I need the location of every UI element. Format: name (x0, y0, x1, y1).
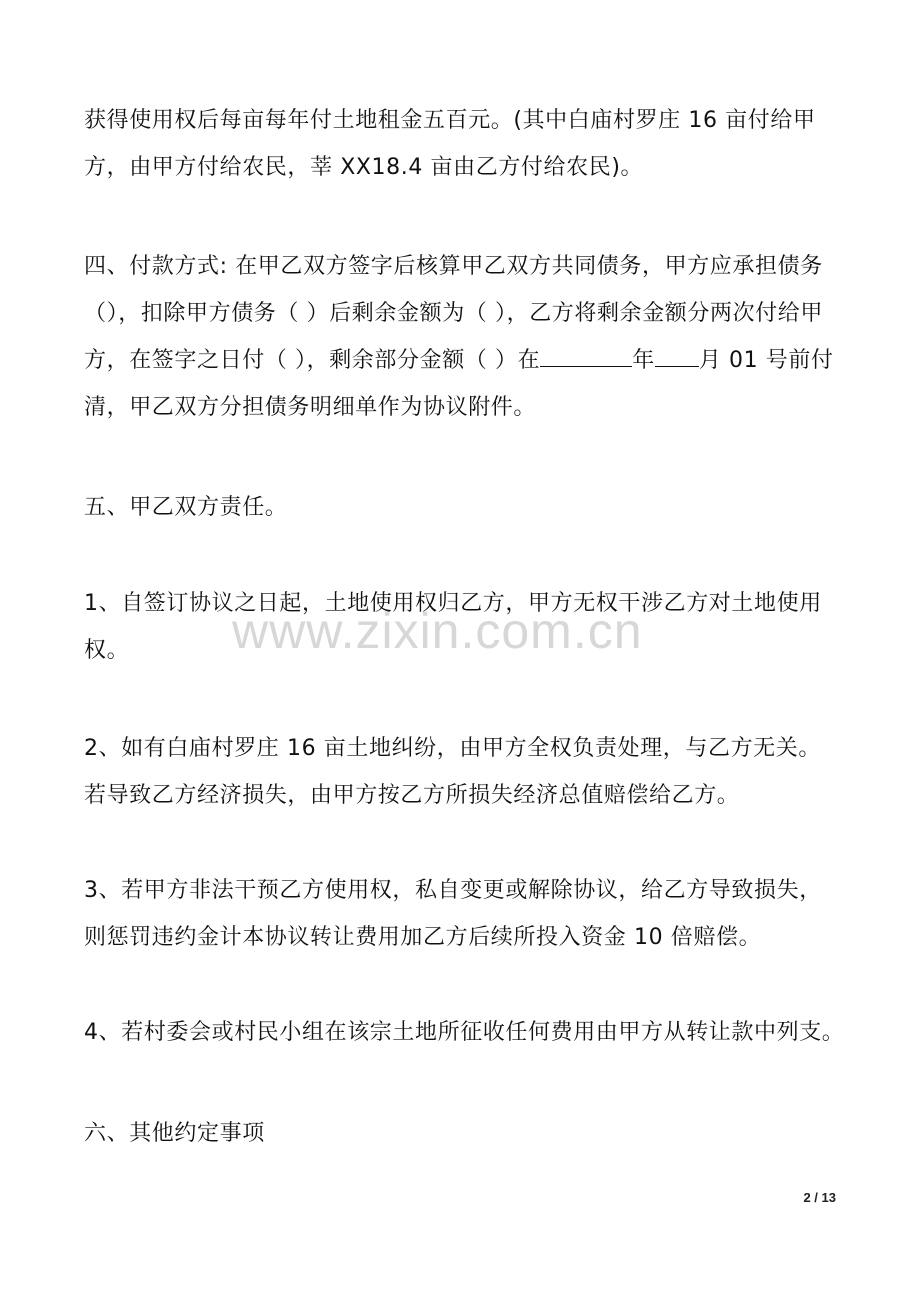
text-line: 获得使用权后每亩每年付土地租金五百元。(其中白庙村罗庄 16 亩付给甲 (84, 108, 816, 133)
text-line: （），扣除甲方债务（ ）后剩余金额为（ ），乙方将剩余金额分两次付给甲 (84, 301, 823, 326)
text-segment: 月 01 号前付 (698, 348, 834, 373)
text-line: 4、若村委会或村民小组在该宗土地所征收任何费用由甲方从转让款中列支。 (84, 1020, 845, 1045)
clause-3 (84, 867, 854, 961)
text-line-with-blanks (84, 337, 854, 384)
page-number: 2 / 13 (803, 1190, 836, 1205)
text-line: 3、若甲方非法干预乙方使用权，私自变更或解除协议，给乙方导致损失， (84, 878, 822, 903)
paragraph-land-rent (84, 97, 854, 191)
watermark: www.zixin.com.cn (232, 603, 643, 659)
text-line: 四、付款方式: 在甲乙双方签字后核算甲乙双方共同债务，甲方应承担债务 (84, 254, 823, 279)
clause-4 (84, 1009, 854, 1056)
month-blank (655, 342, 699, 367)
text-line: 清，甲乙双方分担债务明细单作为协议附件。 (84, 395, 537, 420)
heading-text: 六、其他约定事项 (84, 1121, 265, 1146)
text-line: 1、自签订协议之日起，土地使用权归乙方，甲方无权干涉乙方对土地使用 (84, 591, 822, 616)
text-line: 方，由甲方付给农民，莘 XX18.4 亩由乙方付给农民)。 (84, 155, 644, 180)
text-segment: 年 (632, 348, 655, 373)
paragraph-payment-method (84, 243, 854, 431)
section-heading-responsibilities (84, 484, 854, 531)
section-heading-other-terms (84, 1110, 854, 1157)
text-line: 权。 (84, 638, 130, 663)
text-line: 若导致乙方经济损失，由甲方按乙方所损失经济总值赔偿给乙方。 (84, 783, 740, 808)
heading-text: 五、甲乙双方责任。 (84, 495, 288, 520)
year-blank (540, 342, 632, 367)
text-line: 2、如有白庙村罗庄 16 亩土地纠纷，由甲方全权负责处理，与乙方无关。 (84, 736, 821, 761)
text-line: 则惩罚违约金计本协议转让费用加乙方后续所投入资金 10 倍赔偿。 (84, 925, 762, 950)
clause-2 (84, 725, 854, 819)
text-segment: 方，在签字之日付（ ），剩余部分金额（ ）在 (84, 348, 541, 373)
